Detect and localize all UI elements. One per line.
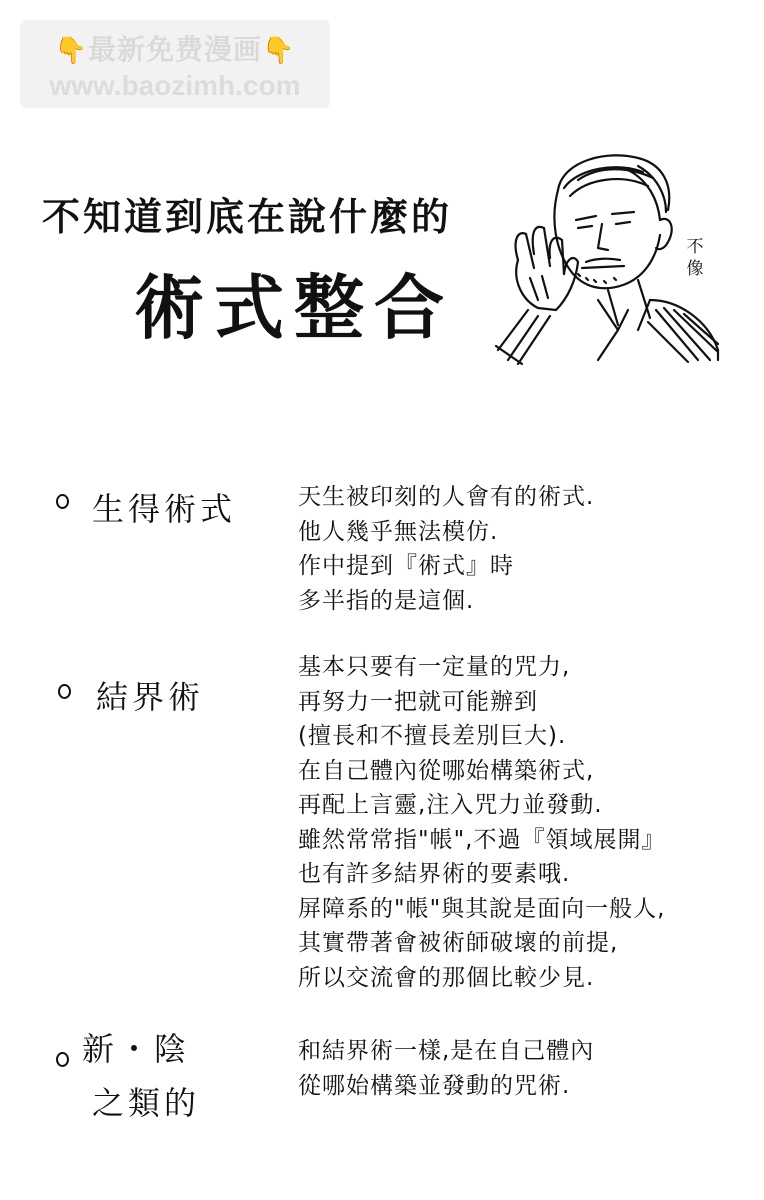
caption-char: 像 — [686, 259, 704, 279]
term-new-shadow-line2: 之類的 — [92, 1084, 201, 1122]
pointing-down-hand-icon: 👇 — [54, 36, 88, 66]
bullet-icon — [56, 1052, 69, 1067]
description-line: 其實帶著會被術師破壞的前提, — [298, 930, 619, 956]
description-line: 屏障系的"帳"與其說是面向一般人, — [298, 895, 666, 922]
term-new-shadow-line1: 新・陰 — [82, 1030, 191, 1068]
watermark-url: www.baozimh.com — [49, 70, 301, 101]
bullet-icon — [58, 684, 71, 699]
description-line: 再配上言靈,注入咒力並發動. — [298, 792, 603, 818]
description-line: 和結界術一樣,是在自己體內 — [298, 1038, 595, 1064]
page-title-line1: 不知道到底在說什麼的 — [42, 194, 453, 239]
illustration-caption — [684, 236, 706, 280]
caption-char: 不 — [686, 237, 704, 257]
description-line: 再努力一把就可能辦到 — [298, 688, 538, 715]
description-line: 作中提到『術式』時 — [298, 553, 514, 579]
description-barrier-technique — [298, 650, 665, 995]
description-new-shadow — [298, 1034, 594, 1103]
term-innate-technique: 生得術式 — [92, 490, 237, 528]
description-line: 從哪始構築並發動的咒術. — [298, 1072, 571, 1099]
term-barrier-technique: 結界術 — [96, 678, 205, 716]
description-line: 也有許多結界術的要素哦. — [298, 861, 571, 887]
description-line: (擅長和不擅長差別巨大). — [298, 723, 567, 749]
description-line: 多半指的是這個. — [298, 587, 475, 614]
watermark-title: 最新免费漫画 — [87, 33, 262, 66]
description-line: 所以交流會的那個比較少見. — [298, 964, 595, 991]
bullet-icon — [56, 494, 69, 509]
description-line: 他人幾乎無法模仿. — [298, 518, 499, 545]
description-line: 雖然常常指"帳",不過『領域展開』 — [298, 826, 666, 853]
description-line: 在自己體內從哪始構築術式, — [298, 757, 595, 784]
description-line: 基本只要有一定量的咒力, — [298, 654, 571, 680]
page-title-line2: 術式整合 — [134, 266, 454, 349]
watermark-banner — [20, 20, 330, 108]
description-line: 天生被印刻的人會有的術式. — [298, 484, 595, 510]
description-innate-technique — [298, 480, 594, 618]
pointing-down-hand-icon: 👇 — [262, 36, 296, 66]
